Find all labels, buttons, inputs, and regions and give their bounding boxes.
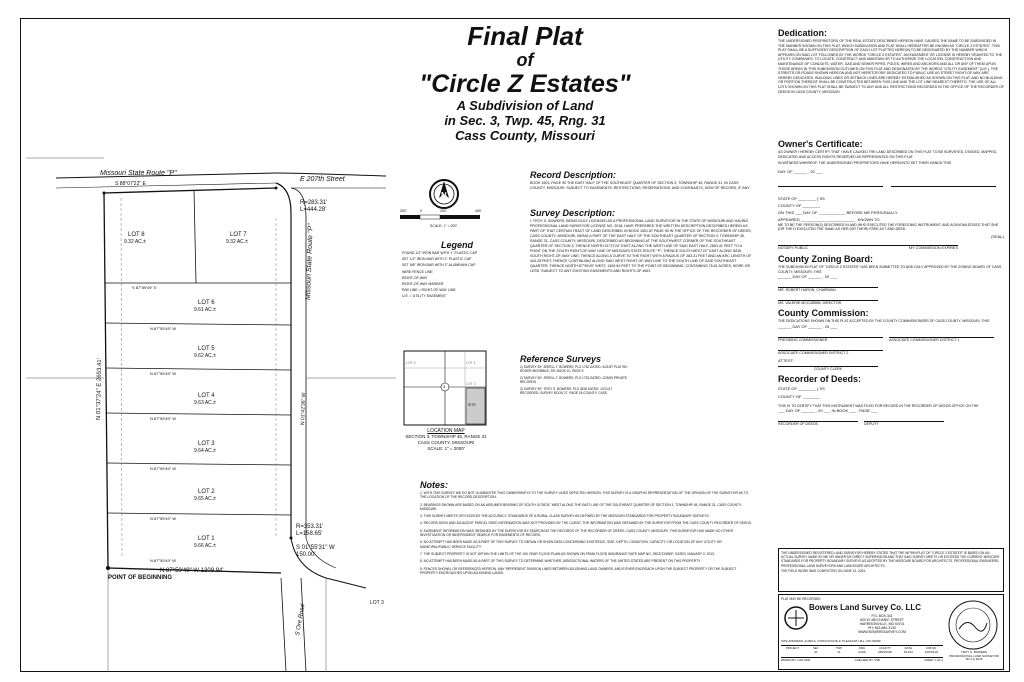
- site-address: SITE ADDRESS: 21306 E. STATE ROUTE P, PLEASANT HILL, MO 64080: [781, 639, 881, 643]
- table-cell: [781, 650, 804, 654]
- attest-label: ATTEST:: [778, 357, 794, 363]
- recorder-county-label: COUNTY OF: [778, 393, 802, 399]
- owner-acknowledgment: ME TO BE THE PERSON(S) DESCRIBED IN AND WHO EXECUTED THE FOREGOING INSTRUMENT, AND ACKNOWLEDGED THAT SHE (OR THEY) EXECUTED THE SAME AS HER (OR THEIR) FREE ACT AND DEED.: [778, 222, 999, 232]
- owner-appeared-line: APPEARED ________________________ , KNOWN TO: [778, 216, 880, 222]
- setback-line: [121, 198, 122, 558]
- recorder-title: Recorder of Deeds:: [778, 373, 862, 384]
- lot-bearing: N 87°59'49" W: [150, 326, 177, 331]
- owner-day-label: DAY OF: [778, 168, 793, 174]
- lot-1-label: LOT 1: [198, 536, 215, 542]
- lot-right-label: LOT 3: [370, 600, 384, 606]
- note-item: 5. EASEMENT INFORMATION WAS OBTAINED BY THE SURVEYOR BY SEARCHING THE RECORDS OF THE RECORDER OF DEEDS, CASS COUNTY, MISSOURI. THIS SURVEYOR HAS MADE NO OTHER INVESTIGATION OR INDEPENDENT SEARCH FOR EASEMENTS OF RECORD.: [420, 528, 733, 538]
- owner-certificate-title: Owner's Certificate:: [778, 139, 863, 149]
- curve-west-row: [276, 183, 291, 538]
- owner-seal: (SEAL): [991, 233, 1004, 239]
- commission-date-line: ______ DAY OF ______ , 20 ___: [778, 323, 838, 329]
- lot-bearing: N 87°59'49" W: [150, 516, 177, 521]
- lot-5-label: LOT 5: [198, 346, 215, 352]
- recorder-date-line: ___ DAY OF ______ , 20 ___ IN BOOK ___ , PAGE ___: [778, 408, 878, 414]
- notes-title: Notes:: [420, 480, 449, 490]
- lot-bearing: N 87°59'49" W: [150, 558, 177, 563]
- notes: [420, 480, 752, 661]
- owner-year-label: , 20: [808, 168, 815, 174]
- certification-date: THE FIELD WORK WAS COMPLETED ON JUNE 13, 2024.: [781, 568, 866, 573]
- lot-8-area: 9.32 AC.±: [124, 239, 146, 245]
- note-item: 6. NO ATTEMPT HAS BEEN MADE AS A PART OF THIS SURVEY TO OBTAIN OR SHOW DATA CONCERNING EXISTENCE, SIZE, DEPTH, CONDITION, CAPACITY, OR LOCATION OF ANY UTILITY OR MUNICIPAL/PUBLIC SERVICE FACILITY.: [420, 540, 722, 549]
- lot-bearing: N 87°59'49" W: [150, 416, 177, 421]
- table-cell: 6/11/24: [903, 650, 913, 654]
- firm-logo-icon: [781, 605, 811, 631]
- owner-date-line: DAY OF ______ , 20 ___: [778, 168, 823, 174]
- title-line-6: Cass County, Missouri: [455, 128, 595, 143]
- north-boundary: [104, 188, 276, 193]
- firm-address-3: HARRISONVILLE, MO 64701: [859, 622, 905, 626]
- recorder-day-label: DAY OF: [785, 408, 801, 414]
- seal-number: MO LS 2018: [965, 657, 983, 662]
- legend-title: Legend: [440, 240, 473, 250]
- recorder-page-label: , PAGE: [857, 408, 871, 414]
- firm-title-block: [778, 594, 1004, 670]
- owner-on-this-line: ON THIS ___ DAY OF ____________ BEFORE ME PERSONALLY: [778, 209, 898, 215]
- lot-divider: [105, 323, 291, 325]
- recorder-year-label: , 20: [815, 408, 823, 414]
- lot-divider: [106, 413, 291, 415]
- recorder-state-label: STATE OF: [778, 385, 797, 391]
- survey-description: [530, 208, 752, 337]
- lot-7-area: 9.32 AC.±: [226, 239, 248, 245]
- commission-day-label: DAY OF: [792, 323, 807, 329]
- recorder-text: THIS IS TO CERTIFY THAT THIS INSTRUMENT WAS FILED FOR RECORD IN THE RECORDER OF DEEDS OFFICE ON THE: [778, 403, 979, 408]
- table-header: DATE: [904, 646, 912, 650]
- owner-signature-line[interactable]: [891, 186, 996, 187]
- presiding-commissioner: PRESIDING COMMISSIONER: [778, 337, 883, 342]
- associate-commissioner-1: ASSOCIATE COMMISSIONER DISTRICT 1: [889, 337, 994, 342]
- legend-item: SET 5/8" IRON BAR WITH 2" ALUMINUM CAP: [402, 263, 476, 268]
- lot-6-label: LOT 6: [198, 300, 215, 306]
- lot-bearing: N 87°59'49" W: [150, 371, 177, 376]
- location-map-line1: SECTION 3, TOWNSHIP 45, RANGE 31: [405, 434, 487, 439]
- west-boundary: [104, 193, 108, 568]
- location-map-line2: CASS COUNTY, MISSOURI: [417, 440, 475, 445]
- scale-label-4: 400': [475, 209, 482, 213]
- scale-bar: [400, 214, 490, 222]
- recorder-ss-label: } SS: [817, 385, 825, 391]
- owner-state-label: STATE OF: [778, 195, 797, 201]
- s-ore-road: [281, 578, 286, 672]
- bearing-north: S 88°07'22" E: [115, 181, 146, 187]
- location-map-line3: SCALE: 1" = 2000': [427, 446, 465, 451]
- curve-1-radius: R=283.31': [300, 200, 328, 206]
- seal-title: PROFESSIONAL LAND SURVEYOR: [949, 653, 999, 658]
- recorder-county-line: COUNTY OF ________: [778, 393, 821, 399]
- firm-email: WWW.BOWERSSURVEY.COM: [858, 630, 906, 634]
- recorder-of-deeds: RECORDER OF DEEDS: [778, 421, 858, 426]
- lot-1-area: 9.66 AC.±: [194, 543, 216, 549]
- dedication-title: Dedication:: [778, 28, 828, 38]
- legend-item: R/W LINE = RIGHT-OF-WAY LINE: [402, 288, 456, 293]
- table-header: COUNTY: [879, 646, 892, 650]
- firm-phone: PH: 816-884-3130: [868, 626, 896, 630]
- lot-bearing: S 87°59'49" E: [132, 285, 157, 290]
- lot-3-area: 9.64 AC.±: [194, 448, 216, 454]
- lot-divider: [107, 463, 291, 465]
- firm-name: Bowers Land Survey Co. LLC: [809, 603, 922, 612]
- zoning-text: THE SUBDIVISION PLAT OF "CIRCLE Z ESTATES" HAS BEEN SUBMITTED TO AND DULY APPROVED BY THE ZONING BOARD OF CASS COUNTY, MISSOURI, THIS: [778, 264, 1002, 274]
- table-header: SEC: [812, 646, 819, 650]
- corner-monument: [290, 537, 293, 540]
- firm-address-1: P.O. BOX 341: [871, 614, 893, 618]
- corner-monument: [103, 192, 106, 195]
- owner-county-line: COUNTY OF ________: [778, 202, 821, 208]
- drawn-by: DRAWN BY: CAD OPR: [781, 658, 811, 662]
- table-cell: 31: [837, 650, 841, 654]
- curve-2-radius: R=353.31': [296, 524, 324, 530]
- title-line-2: of: [516, 50, 534, 70]
- reference-item: 2) SURVEY BY: JERELL T. BOWERS, PLS 1733 DATED: 12/5/90 PRIVATE RECORDS: [520, 375, 628, 385]
- lot-bearing: N 87°59'49" W: [150, 466, 177, 471]
- lot-3-label: LOT 3: [198, 441, 215, 447]
- survey-description-title: Survey Description:: [530, 208, 616, 218]
- lot-6-area: 9.61 AC.±: [194, 307, 216, 313]
- title-line-3: "Circle Z Estates": [419, 70, 631, 98]
- owner-county-label: COUNTY OF: [778, 202, 802, 208]
- owner-ss-label: } SS: [817, 195, 825, 201]
- bearing-east: N 01°42'36" W: [300, 392, 308, 426]
- note-item: 2. BEARINGS SHOWN ARE BASED ON AN ASSUMED BEARING OF SOUTH 01°55'31" WEST ALONG THE EAST LINE OF THE SOUTHEAST QUARTER OF SECTION 3, TOWNSHIP 45, RANGE 31, CASS COUNTY, MISSOURI.: [420, 502, 742, 511]
- owner-on-this-label: ON THIS: [778, 209, 795, 215]
- note-item: 7. THE SUBJECT PROPERTY IS NOT WITHIN THE LIMITS OF THE 100 YEAR FLOOD PLAIN AS SHOWN ON FEMA FLOOD INSURANCE RATE MAP NO. 29037C0550F, DATED JANUARY 2, 2013.: [420, 551, 715, 556]
- curve-3-bearing: S 01°55'31" W: [296, 545, 335, 551]
- note-item: 4. RECORD DEED AND ADJACENT PARCEL DEED INFORMATION WAS NOT PROVIDED BY THE CLIENT. THE INFORMATION WAS OBTAINED BY THE SURVEYOR FROM THE CASS COUNTY RECORDER OF DEEDS.: [420, 521, 752, 526]
- table-header: JOB NO.: [925, 646, 938, 650]
- reference-item: 3) SURVEY BY: TROY S. BOWERS, PLS 2818 DATED: 12/11/17 RECORDED: SURVEY BOOK 27, PAGE 18 COUNTY: CASS: [520, 386, 613, 396]
- location-cell: LOT 1: [466, 361, 476, 365]
- note-item: 3. THIS SURVEY MEETS OR EXCEEDS THE ACCURACY STANDARDS OF A RURAL CLASS SURVEY AS DEFINED BY THE MISSOURI STANDARDS FOR PROPERTY BOUNDARY SURVEYS.: [420, 514, 710, 519]
- zoning-day-label: DAY OF: [792, 274, 807, 280]
- table-header: TWP: [835, 646, 842, 650]
- note-item: 8. NO ATTEMPT HAS BEEN MADE AS A PART OF THIS SURVEY TO DETERMINE WHETHER JURISDICTIONAL WATERS OF THE UNITED STATES ARE PRESENT ON THIS PROPERTY.: [420, 559, 701, 564]
- legend: [402, 240, 512, 300]
- table-cell: MISSOURI: [878, 650, 893, 654]
- table-cell: 40: [814, 650, 818, 654]
- title-line-4: A Subdivision of Land: [456, 98, 594, 113]
- point-of-beginning: POINT OF BEGINNING: [108, 575, 173, 581]
- title-line-5: in Sec. 3, Twp. 45, Rng. 31: [444, 113, 606, 128]
- lot-divider: [107, 513, 291, 515]
- scale-label-1: 200': [400, 209, 407, 213]
- svg-text:N: N: [441, 191, 447, 200]
- scale-label-2: 0: [420, 209, 422, 213]
- location-cell: LOT 2: [406, 361, 416, 365]
- lot-4-label: LOT 4: [198, 393, 215, 399]
- legend-item: WIRE FENCE LINE: [402, 269, 433, 274]
- lot-8-label: LOT 8: [128, 232, 145, 238]
- surveyor-certification: [778, 548, 1004, 592]
- note-item: 1. WITH THIS SURVEY WE DO NOT GUARANTEE THAT OWNERSHIP IS TO THE SURVEY LINES DEPICTED HEREON. THIS SURVEY IS A GRAPHIC REPRESENTATION OF THE OPINION OF THE SURVEYOR AS TO THE LOCATION OF THE RECORD DESCRIPTION.: [420, 491, 749, 500]
- firm-address-2: 600 W. MECHANIC STREET: [860, 618, 904, 622]
- location-map-title: LOCATION MAP: [427, 428, 465, 434]
- owner-day-of-label: DAY OF: [803, 209, 818, 215]
- road-vertical-label: Missouri State Route "P": [305, 223, 315, 301]
- record-description-title: Record Description:: [530, 170, 617, 180]
- legend-item: FOUND 1/2" IRON BAR WITH 1" PLASTIC CAP: [402, 251, 478, 255]
- notary-label: NOTARY PUBLIC: [778, 245, 809, 250]
- zoning-year-label: , 20: [822, 274, 830, 280]
- surveyor-seal-icon: [945, 599, 1001, 651]
- checked-by: CHECKED BY: TSB: [854, 658, 880, 662]
- lot-2-area: 9.65 AC.±: [194, 496, 216, 502]
- commission-expires-label: MY COMMISSION EXPIRES: [908, 245, 958, 250]
- owner-state-line: STATE OF ________ } SS: [778, 195, 825, 201]
- scale-note: SCALE: 1" = 200': [430, 224, 458, 228]
- owner-witness: IN WITNESS WHEREOF, THE UNDERSIGNED PROPRIETORS HAVE HEREUNTO SET THEIR HANDS THIS: [778, 161, 952, 166]
- road-east-label: E 207th Street: [300, 176, 345, 183]
- dedication-text: THE UNDERSIGNED PROPRIETORS OF THE REAL ESTATE DESCRIBED HEREON HAVE CAUSED THE SAME TO BE SUBDIVIDED IN THE MANNER SHOWN ON THIS PLAT, WHICH SUBDIVISION AND PLAT SHALL HEREAFTER BE KNOWN AS "CIRCLE Z ESTATES". THIS PLAT SHALL BE A SUFFICIENT DESCRIPTION OF EACH LOT PLATTED HEREON TO BE DESIGNATED BY THE NUMBER WHICH APPEARS ON SAID LOT FOLLOWED BY THE WORDS "CIRCLE Z ESTATES". AN EASEMENT OR LICENSE IS HEREBY GRANTED TO THE UTILITY COMPANIES, TO LOCATE, CONSTRUCT AND MAINTAIN OR TO AUTHORIZE THE LOCATION, CONSTRUCTION AND MAINTENANCE OF CONDUITS, WATER, GAS AND SEWER PIPES, POLES, WIRES AND ANCHORS AND ALL OR ANY OF THEM UPON THOSE AREAS IN THIS SUBDIVISION OUTLINED ON THIS PLAT AND DESIGNATED BY THE WORDS "UTILITY EASEMENT" (U.E.). THE STREETS OR ROADS SHOWN HEREON AND NOT HERETOFORE DEDICATED TO PUBLIC USE AS STREET RIGHT-OF-WAY ARE HEREBY DEDICATED. BUILDING LINES OR SETBACK LINES ARE HEREBY ESTABLISHED AS SHOWN ON THIS PLAT, AND NO BUILDING OR PORTION THEREOF SHALL BE CONSTRUCTED BETWEEN THIS LINE AND THE LOT LINE NEAREST THERETO. THE USE OF ALL LOTS SHOWN ON THIS PLAT SHALL BE SUBJECT TO ANY AND ALL RESTRICTIONS RECORDED IN THE OFFICE OF THE RECORDER OF DEEDS IN CASS COUNTY, MISSOURI.: [778, 39, 1004, 94]
- lot-7-label: LOT 7: [230, 232, 247, 238]
- survey-description-text: I, TROY S. BOWERS, BEING DULY LICENSED AS A PROFESSIONAL LAND SURVEYOR IN THE STATE OF MISSOURI AND HAVING PROFESSIONAL LAND SURVEYOR LICENSE NO. 2018, HAVE PREPARED THE WRITTEN DESCRIPTION DESCRIBED HEREIN AS: PART OF THAT CERTAIN TRACT OF LAND DESCRIBED IN BOOK 1501 AT PAGE 90 IN THE OFFICE OF THE RECORDER OF DEEDS, CASS COUNTY, MISSOURI, BEING A PART OF THE EAST HALF OF THE SOUTHEAST QUARTER OF SECTION 3, TOWNSHIP 45, RANGE 31, CASS COUNTY, MISSOURI, DESCRIBED AS BEGINNING AT THE SOUTHWEST CORNER OF THE SOUTHEAST QUARTER OF SECTION 3; THENCE NORTH 01°37'24" EAST ALONG THE WEST LINE OF SAID EAST HALF, 2653.41 FEET TO A POINT ON THE SOUTH RIGHT-OF-WAY LINE OF MISSOURI STATE ROUTE "P"; THENCE SOUTH 88°07'22" EAST ALONG SAID SOUTH RIGHT-OF-WAY LINE; THENCE ALONG A CURVE TO THE RIGHT WITH A RADIUS OF 283.31 FEET AND AN ARC LENGTH OF 444.28 FEET; THENCE CONTINUING ALONG SAID WEST RIGHT-OF-WAY LINE TO THE SOUTH LINE OF SAID SOUTHEAST QUARTER; THENCE NORTH 87°59'49" WEST, 1309.94 FEET TO THE POINT OF BEGINNING, CONTAINING 76.61 ACRES, MORE OR LESS, SUBJECT TO ANY EXISTING EASEMENTS AND RIGHTS-OF-WAY.: [530, 219, 752, 273]
- pob-monument: [106, 566, 110, 570]
- zoning-sig-1: MR. ROBERT HARON, CHAIRMAN: [778, 287, 878, 292]
- owner-appeared-label: APPEARED: [778, 216, 800, 222]
- commission-year-label: , 20: [822, 323, 830, 329]
- owner-before-me-label: BEFORE ME PERSONALLY: [846, 209, 898, 215]
- recorder-deputy: DEPUTY: [864, 421, 944, 426]
- owner-known-to-label: , KNOWN TO: [855, 216, 880, 222]
- location-map-caption: [396, 428, 496, 452]
- curve-east-row: [291, 188, 306, 538]
- road-south-label: S Ore Road: [295, 603, 307, 637]
- record-description: [530, 170, 752, 191]
- legend-item: SET 1/2" IRON BAR WITH 1" PLASTIC CAP: [402, 257, 472, 262]
- title-line-1: Final Plat: [467, 21, 583, 51]
- zoning-sig-2: MS. VALERIE MCCUBBIN, DIRECTOR: [778, 300, 878, 305]
- location-cell: 3: [443, 384, 446, 389]
- right-column: [778, 28, 1004, 426]
- seal-name: TROY S. BOWERS: [960, 650, 988, 654]
- bearing-south: N 87°59'49" W 1309.94': [160, 568, 224, 574]
- legend-item: U.E. = UTILITY EASEMENT: [402, 294, 446, 299]
- recorder-state-line: STATE OF ________ } SS: [778, 385, 825, 391]
- zoning-title: County Zoning Board:: [778, 253, 873, 264]
- record-description-text: BOOK 1501, PAGE 90 THE EAST HALF OF THE SOUTHEAST QUARTER OF SECTION 3, TOWNSHIP 45, RANGE 31, IN CASS COUNTY, MISSOURI. SUBJECT TO EASEMENTS, RESTRICTIONS, RESERVATIONS, AND COVENANTS, NOW OF RECORD, IF ANY.: [530, 181, 751, 190]
- scale-label-3: 200': [440, 209, 447, 213]
- table-cell: 230718-24: [924, 650, 939, 654]
- sheet-number: SHEET 1 OF 1: [924, 658, 943, 662]
- north-arrow-icon: [428, 178, 460, 210]
- legend-item: RIGHT-OF-WAY: [402, 275, 428, 280]
- location-cell: LOT 3: [466, 382, 476, 386]
- location-site-label: SITE: [468, 403, 476, 407]
- road-north-label: Missouri State Route "P": [100, 170, 177, 177]
- corner-monument: [275, 187, 278, 190]
- lot-4-area: 9.63 AC.±: [194, 400, 216, 406]
- curve-2-length: L=158.65': [296, 531, 323, 537]
- lot-divider: [106, 368, 291, 370]
- owner-signature-line[interactable]: [778, 186, 883, 187]
- reference-surveys-title: Reference Surveys: [520, 354, 602, 364]
- reference-item: 1) SURVEY BY: JERELL T. BOWERS, PLS 1732 DATED: 4/21/87 PLAT BK: ROGER MCKIBBLE, SR. BOOK 10, PAGE 5: [520, 365, 628, 374]
- curve-3-length: 150.00': [296, 552, 316, 558]
- table-cell: CASS: [858, 650, 866, 654]
- lot-divider-8-7: [194, 190, 196, 283]
- bearing-west: N 01°37'24" E 2653.41': [96, 358, 104, 421]
- commission-title: County Commission:: [778, 308, 869, 319]
- lot-2-label: LOT 2: [198, 489, 215, 495]
- table-header: RNG: [858, 646, 866, 650]
- zoning-date-line: ______ DAY OF ______ , 20 ___: [778, 274, 838, 280]
- reference-surveys: [520, 354, 630, 395]
- recorder-book-label: IN BOOK: [831, 408, 849, 414]
- county-clerk: COUNTY CLERK: [778, 366, 878, 371]
- north-road-line-2: [56, 183, 276, 188]
- commission-text: THE DEDICATIONS SHOWN ON THIS PLAT ACCEPTED BY THE COUNTY COMMISSIONERS OF CASS COUNTY, MISSOURI, THIS: [778, 319, 990, 324]
- lot-5-area: 9.62 AC.±: [194, 353, 216, 359]
- certification-text: THE UNDERSIGNED REGISTERED LAND SURVEYOR HEREBY STATES THAT THE WITHIN PLAT OF "CIRCLE Z ESTATES" IS BASED ON AN ACTUAL SURVEY MADE BY ME OR UNDER MY DIRECT SUPERVISION AND THAT SAID SURVEY MEETS OR EXCEEDS THE CURRENT MISSOURI STANDARDS FOR PROPERTY BOUNDARY SURVEYS AS ADOPTED BY THE MISSOURI BOARD FOR ARCHITECTS, PROFESSIONAL ENGINEERS, PROFESSIONAL LAND SURVEYORS AND LANDSCAPE ARCHITECTS.: [781, 551, 1000, 568]
- prepared-for: PLAT MAY BE RECORDED: [781, 597, 821, 601]
- owner-certificate-text: AS OWNER I HEREBY CERTIFY THAT I HAVE CAUSED THE LAND DESCRIBED ON THIS PLAT TO BE SURVEYED, DIVIDED, MAPPED, DEDICATED AND ACCESS RIGHTS RESERVED AS REPRESENTED ON THIS PLAT.: [778, 150, 998, 159]
- associate-commissioner-2: ASSOCIATE COMMISSIONER DISTRICT 2: [778, 350, 883, 355]
- curve-1-length: L=444.28': [300, 207, 327, 213]
- note-item: 9. FENCES SHOWN, OR REFERENCED HEREON, MAY REPRESENT DIVISION LINES BETWEEN ADJOINING LAND OWNERS, AND EITHER ENCROACH UPON THE SUBJECT PROPERTY OR THE SUBJECT PROPERTY ENCROACHES UPON ADJOINING LANDS.: [420, 566, 737, 575]
- table-header: PROJECT: [786, 646, 800, 650]
- legend-item: RIGHT-OF-WAY MARKER: [402, 282, 444, 287]
- plat-title-block: [405, 22, 645, 143]
